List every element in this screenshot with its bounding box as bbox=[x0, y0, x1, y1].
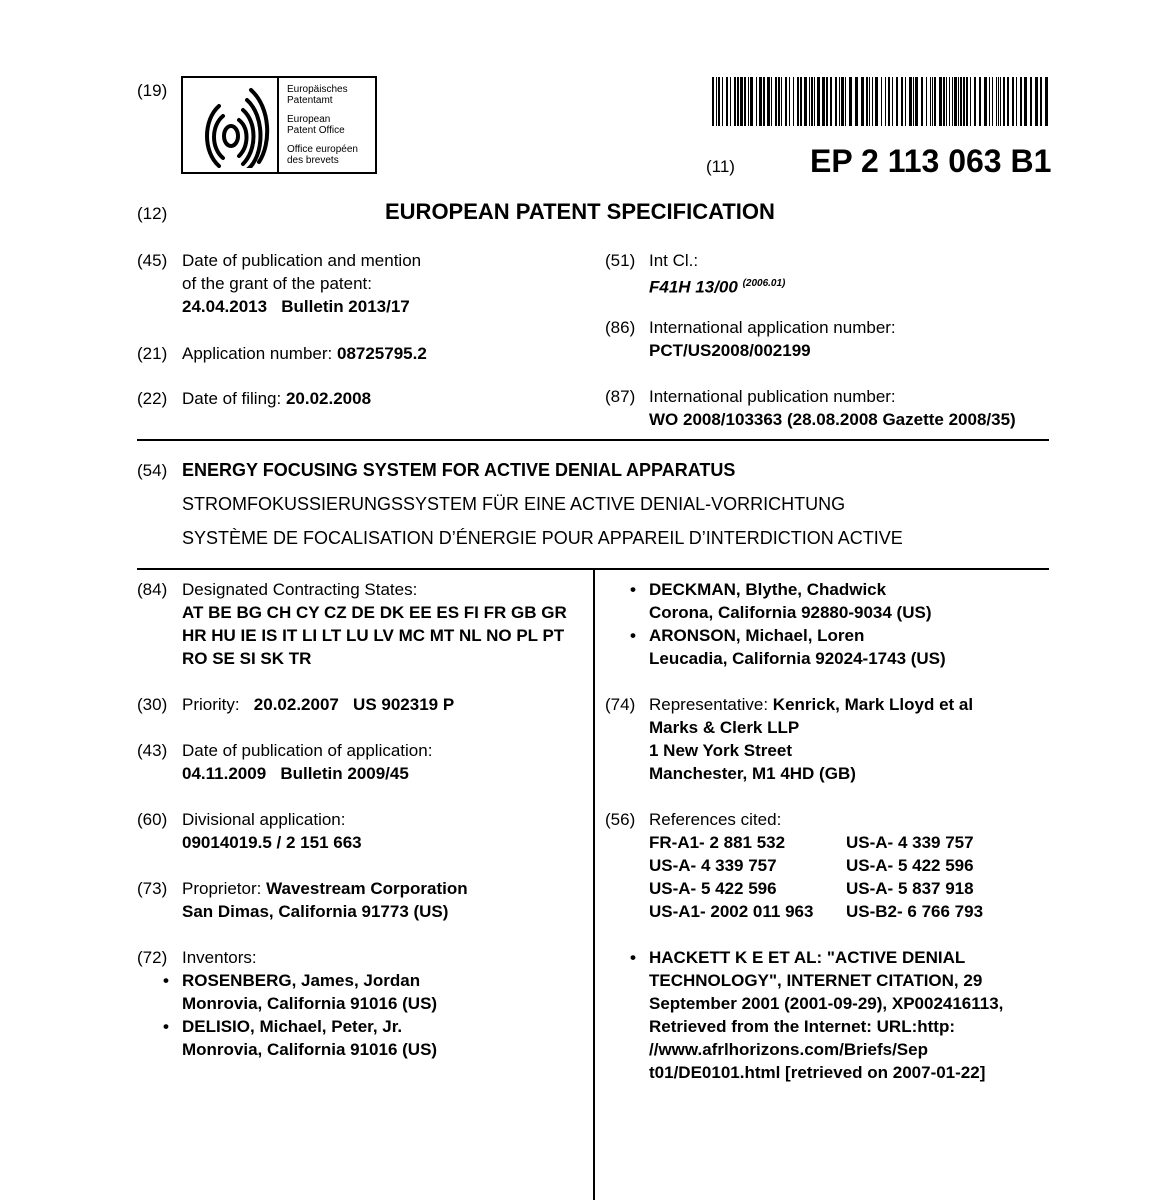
grant-publication-field bbox=[182, 249, 421, 318]
barcode-icon bbox=[712, 77, 1050, 126]
reference-cell: US-B2- 6 766 793 bbox=[846, 902, 984, 921]
inid-code-19: (19) bbox=[137, 81, 168, 100]
designated-states-line-3: RO SE SI SK TR bbox=[182, 649, 312, 668]
inventors-label: Inventors: bbox=[182, 948, 257, 967]
inid-code-86: (86) bbox=[605, 318, 636, 337]
designated-states-line-1: AT BE BG CH CY CZ DE DK EE ES FI FR GB GR bbox=[182, 603, 567, 622]
bullet-icon: • bbox=[163, 1017, 169, 1036]
npl-line-3: September 2001 (2001-09-29), XP002416113, bbox=[649, 994, 1004, 1013]
office-name-fr-2: des brevets bbox=[287, 155, 339, 166]
intl-application-label: International application number: bbox=[649, 318, 896, 337]
title-de: STROMFOKUSSIERUNGSSYSTEM FÜR EINE ACTIVE DENIAL-VORRICHTUNG bbox=[182, 494, 846, 514]
intl-publication-label: International publication number: bbox=[649, 387, 896, 406]
office-name-en-2: Patent Office bbox=[287, 125, 345, 136]
office-name-de-2: Patentamt bbox=[287, 95, 333, 106]
title-en: ENERGY FOCUSING SYSTEM FOR ACTIVE DENIAL APPARATUS bbox=[182, 460, 736, 480]
inid-code-73: (73) bbox=[137, 879, 168, 898]
reference-cell: FR-A1- 2 881 532 bbox=[649, 833, 786, 852]
inid-code-72: (72) bbox=[137, 948, 168, 967]
application-publication-value: 04.11.2009 Bulletin 2009/45 bbox=[182, 764, 409, 783]
application-publication-label: Date of publication of application: bbox=[182, 741, 433, 760]
inventor-name: DELISIO, Michael, Peter, Jr. bbox=[182, 1017, 403, 1036]
inventor-address: Monrovia, California 91016 (US) bbox=[182, 1040, 438, 1059]
representative-name: Kenrick, Mark Lloyd et al bbox=[772, 695, 974, 714]
intl-application-field bbox=[649, 316, 896, 362]
representative-line-2: 1 New York Street bbox=[649, 741, 792, 760]
reference-cell: US-A- 5 422 596 bbox=[846, 856, 974, 875]
inid-code-74: (74) bbox=[605, 695, 636, 714]
inventor-name: DECKMAN, Blythe, Chadwick bbox=[649, 580, 887, 599]
npl-line-6: t01/DE0101.html [retrieved on 2007-01-22] bbox=[649, 1063, 986, 1082]
representative-label: Representative: bbox=[649, 695, 773, 714]
divider-top bbox=[137, 439, 1049, 441]
inid-code-51: (51) bbox=[605, 251, 636, 270]
inventor-address: Monrovia, California 91016 (US) bbox=[182, 994, 438, 1013]
list-item bbox=[649, 624, 946, 670]
application-number-value: 08725795.2 bbox=[336, 344, 427, 363]
list-item bbox=[182, 1015, 437, 1061]
designated-states-line-2: HR HU IE IS IT LI LT LU LV MC MT NL NO PL PT bbox=[182, 626, 565, 645]
bullet-icon: • bbox=[163, 971, 169, 990]
inid-code-84: (84) bbox=[137, 580, 168, 599]
representative-line-1: Marks & Clerk LLP bbox=[649, 718, 800, 737]
office-name-de-1: Europäisches bbox=[287, 84, 348, 95]
priority-value: 20.02.2007 US 902319 P bbox=[253, 695, 455, 714]
references-table bbox=[649, 831, 983, 923]
divisional-application-value: 09014019.5 / 2 151 663 bbox=[182, 833, 362, 852]
inid-code-43: (43) bbox=[137, 741, 168, 760]
column-divider bbox=[593, 570, 595, 1200]
table-row bbox=[649, 900, 983, 923]
publication-number: EP 2 113 063 B1 bbox=[810, 143, 1052, 179]
document-type: EUROPEAN PATENT SPECIFICATION bbox=[385, 199, 775, 224]
inid-code-56: (56) bbox=[605, 810, 636, 829]
int-cl-field bbox=[649, 249, 785, 299]
table-row bbox=[649, 854, 983, 877]
int-cl-version: (2006.01) bbox=[742, 278, 786, 289]
list-item bbox=[182, 969, 437, 1015]
reference-cell: US-A- 4 339 757 bbox=[649, 856, 777, 875]
priority-field bbox=[182, 693, 454, 716]
reference-cell: US-A- 5 422 596 bbox=[649, 879, 777, 898]
npl-line-4: Retrieved from the Internet: URL:http: bbox=[649, 1017, 955, 1036]
grant-label-1: Date of publication and mention bbox=[182, 251, 422, 270]
designated-states-label: Designated Contracting States: bbox=[182, 580, 418, 599]
reference-cell: US-A1- 2002 011 963 bbox=[649, 902, 814, 921]
inventor-name: ROSENBERG, James, Jordan bbox=[182, 971, 421, 990]
representative-field bbox=[649, 693, 973, 785]
bullet-icon: • bbox=[630, 580, 636, 599]
filing-date-value: 20.02.2008 bbox=[285, 389, 372, 408]
representative-line-3: Manchester, M1 4HD (GB) bbox=[649, 764, 856, 783]
office-name-en-1: European bbox=[287, 114, 331, 125]
list-item bbox=[649, 578, 931, 624]
int-cl-label: Int Cl.: bbox=[649, 251, 699, 270]
proprietor-name: Wavestream Corporation bbox=[266, 879, 468, 898]
int-cl-value: F41H 13/00 bbox=[649, 277, 738, 297]
bullet-icon: • bbox=[630, 948, 636, 967]
inid-code-12: (12) bbox=[137, 204, 168, 223]
application-number-field bbox=[182, 342, 427, 365]
inid-code-21: (21) bbox=[137, 344, 168, 363]
proprietor-field bbox=[182, 877, 468, 923]
grant-value: 24.04.2013 Bulletin 2013/17 bbox=[182, 297, 410, 316]
inventor-name: ARONSON, Michael, Loren bbox=[649, 626, 865, 645]
application-publication-field bbox=[182, 739, 432, 785]
filing-date-label: Date of filing: bbox=[182, 389, 286, 408]
proprietor-label: Proprietor: bbox=[182, 879, 267, 898]
epo-logo bbox=[181, 76, 377, 174]
npl-line-5: //www.afrlhorizons.com/Briefs/Sep bbox=[649, 1040, 928, 1059]
npl-line-2: TECHNOLOGY", INTERNET CITATION, 29 bbox=[649, 971, 983, 990]
inid-code-30: (30) bbox=[137, 695, 168, 714]
npl-line-1: HACKETT K E ET AL: "ACTIVE DENIAL bbox=[649, 948, 966, 967]
reference-cell: US-A- 4 339 757 bbox=[846, 833, 974, 852]
grant-label-2: of the grant of the patent: bbox=[182, 274, 372, 293]
intl-application-value: PCT/US2008/002199 bbox=[649, 341, 811, 360]
inventor-address: Corona, California 92880-9034 (US) bbox=[649, 603, 932, 622]
epo-emblem-icon bbox=[201, 84, 271, 168]
intl-publication-value: WO 2008/103363 (28.08.2008 Gazette 2008/35) bbox=[649, 410, 1016, 429]
inid-code-60: (60) bbox=[137, 810, 168, 829]
inid-code-54: (54) bbox=[137, 461, 168, 480]
proprietor-address: San Dimas, California 91773 (US) bbox=[182, 902, 449, 921]
inid-code-87: (87) bbox=[605, 387, 636, 406]
priority-label: Priority: bbox=[182, 695, 240, 714]
application-number-label: Application number: bbox=[182, 344, 337, 363]
filing-date-field bbox=[182, 387, 371, 410]
divisional-application-field bbox=[182, 808, 362, 854]
inid-code-22: (22) bbox=[137, 389, 168, 408]
bullet-icon: • bbox=[630, 626, 636, 645]
inid-code-11: (11) bbox=[706, 157, 735, 176]
inventor-address: Leucadia, California 92024-1743 (US) bbox=[649, 649, 946, 668]
designated-states-field bbox=[182, 578, 567, 670]
table-row bbox=[649, 831, 983, 854]
npl-citation bbox=[649, 946, 1003, 1084]
office-name-fr-1: Office européen bbox=[287, 144, 358, 155]
table-row bbox=[649, 877, 983, 900]
intl-publication-field bbox=[649, 385, 1016, 431]
divisional-application-label: Divisional application: bbox=[182, 810, 346, 829]
inid-code-45: (45) bbox=[137, 251, 168, 270]
reference-cell: US-A- 5 837 918 bbox=[846, 879, 974, 898]
title-fr: SYSTÈME DE FOCALISATION D’ÉNERGIE POUR APPAREIL D’INTERDICTION ACTIVE bbox=[182, 528, 903, 548]
references-label: References cited: bbox=[649, 810, 782, 829]
